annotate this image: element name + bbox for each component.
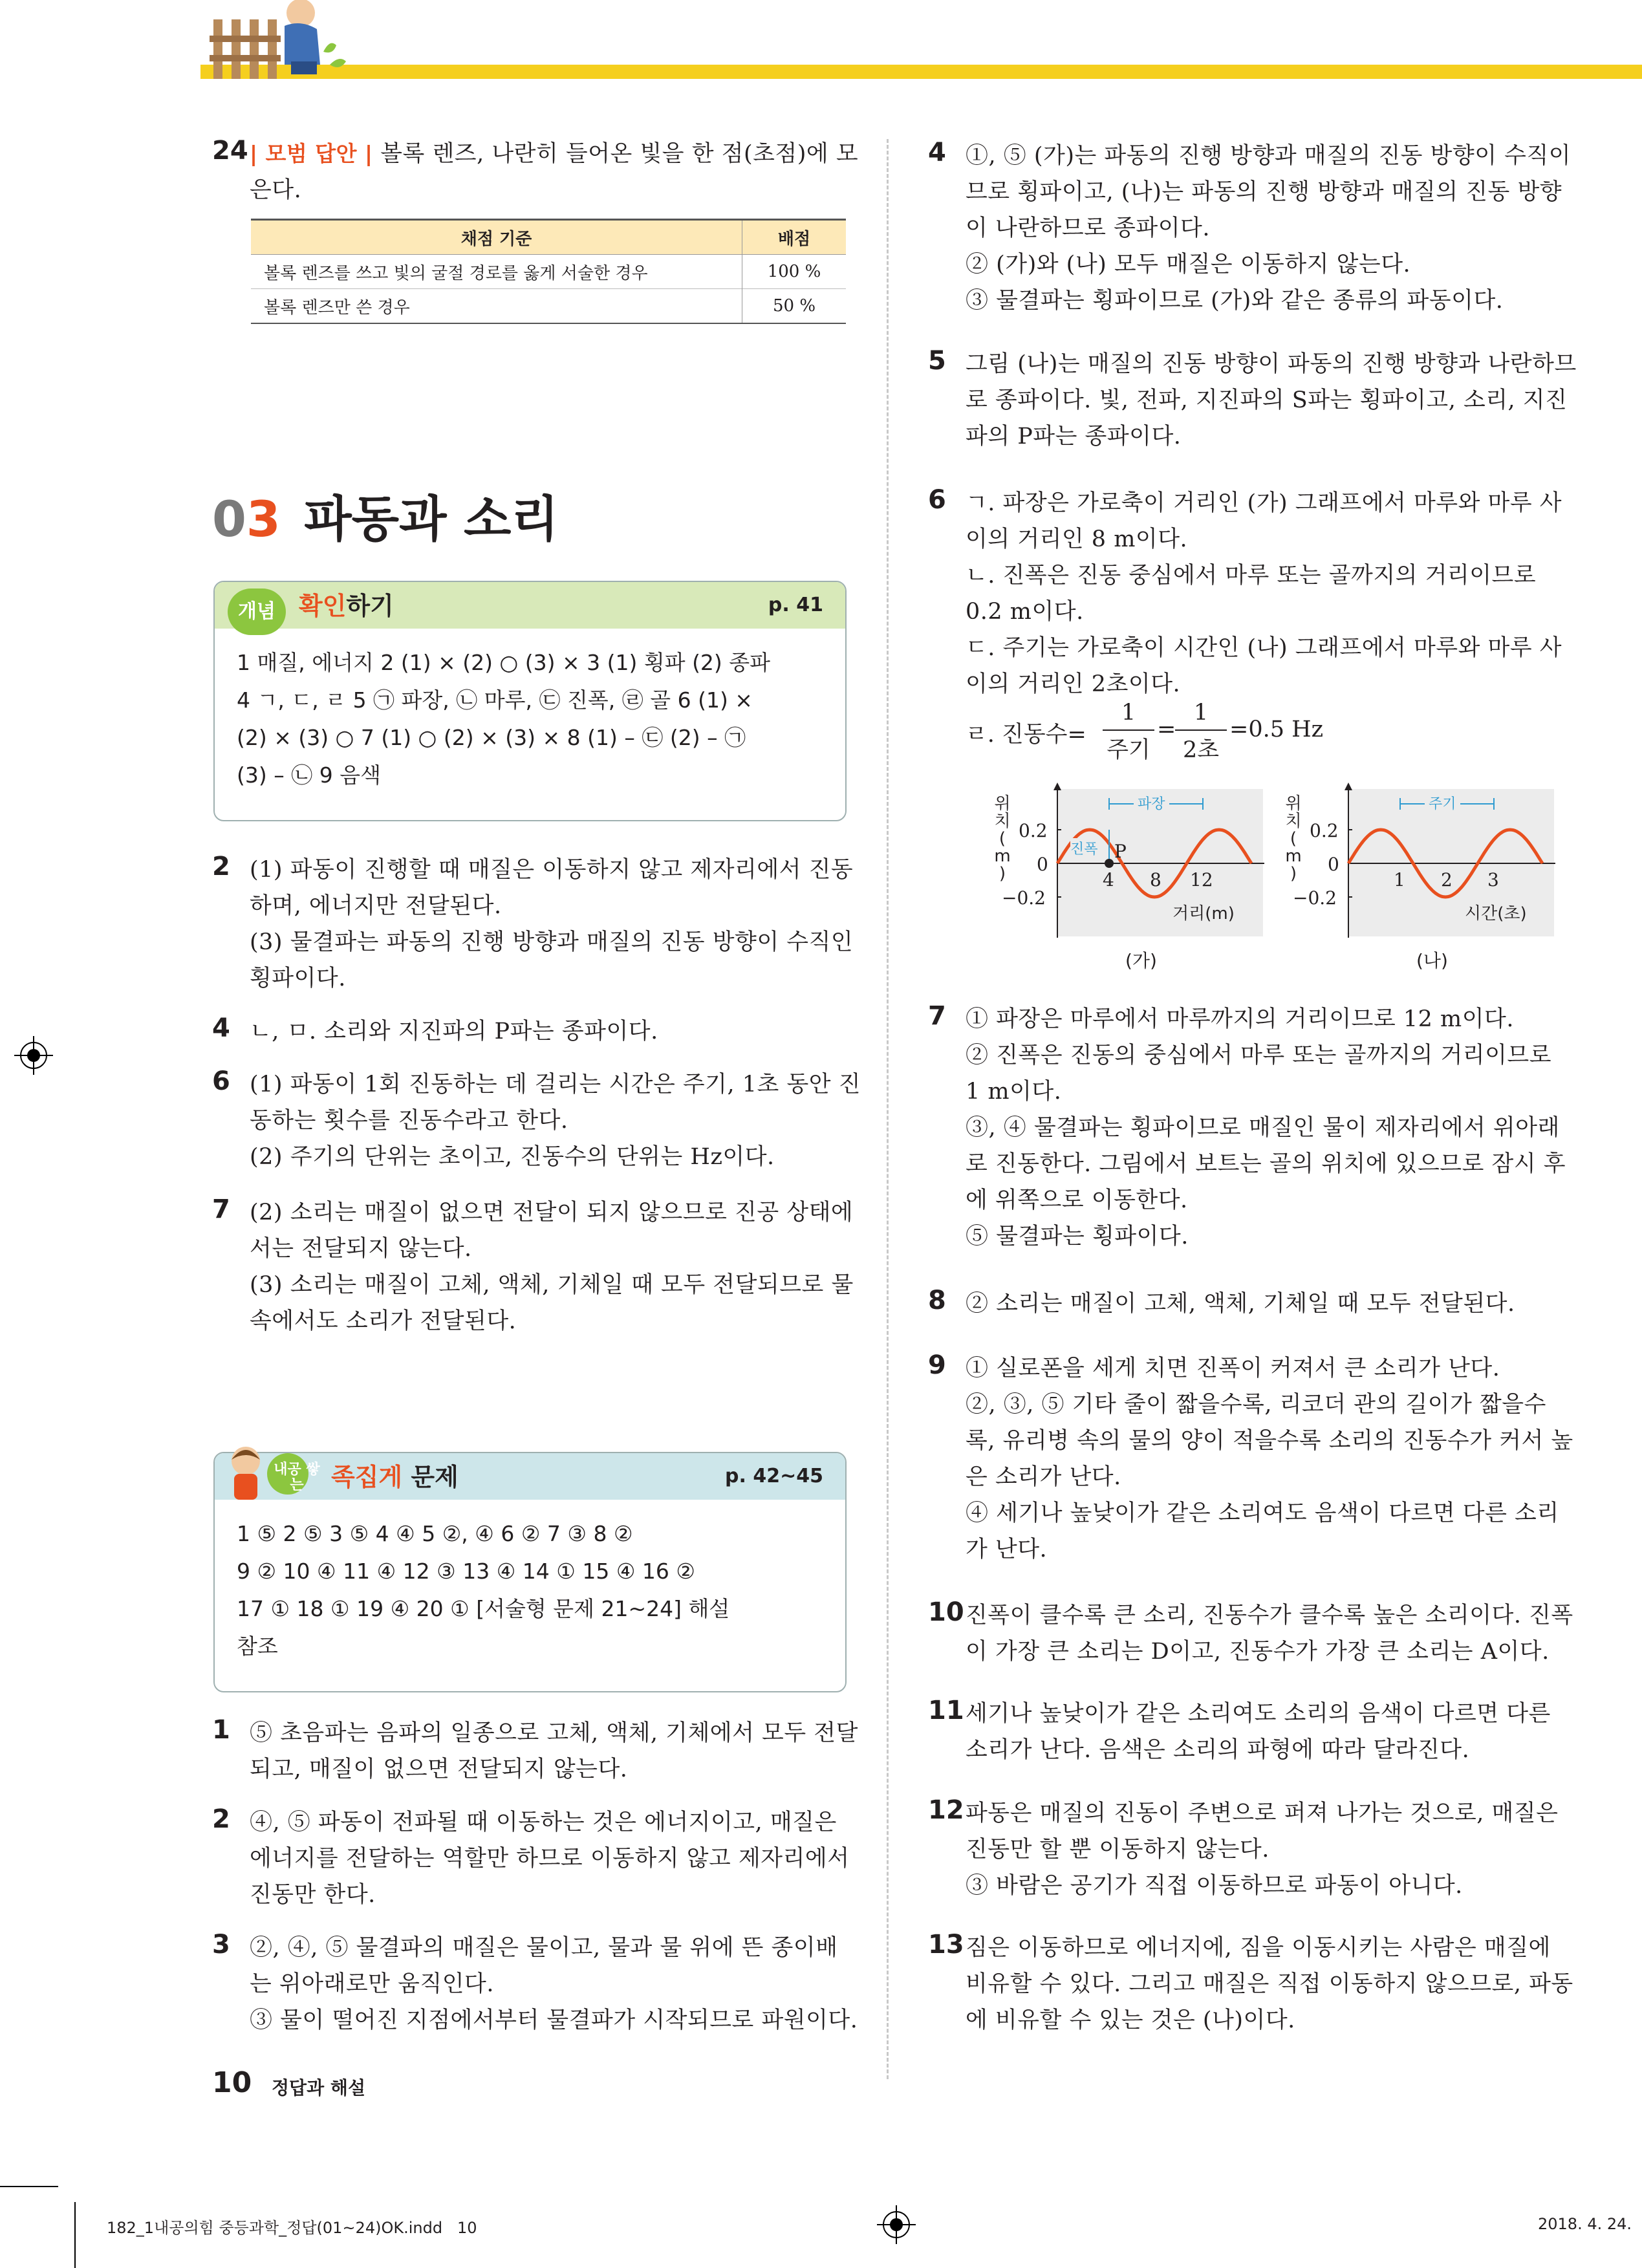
section-heading: 파동과 소리 bbox=[304, 490, 559, 548]
model-answer-tag: | 모범 답안 | bbox=[250, 141, 373, 166]
item-number: 1 bbox=[212, 1715, 230, 1745]
table-cell: 50 % bbox=[772, 296, 816, 316]
x-tick: 4 bbox=[1103, 869, 1114, 891]
problem-badge: 내공 쌓는 bbox=[274, 1462, 320, 1493]
section-number: 3 bbox=[246, 490, 281, 548]
text-line: ① 실로폰을 세게 치면 진폭이 커져서 큰 소리가 난다. bbox=[966, 1355, 1500, 1381]
table-header: 배점 bbox=[777, 229, 811, 249]
banner-decoration bbox=[188, 0, 1642, 84]
x-tick: 8 bbox=[1150, 869, 1161, 891]
y-axis-label: 위 치 ( m ) bbox=[994, 794, 1011, 883]
problem-box bbox=[213, 1452, 847, 1692]
text-line: 하며, 에너지만 전달된다. bbox=[250, 893, 502, 919]
text-line: ② (가)와 (나) 모두 매질은 이동하지 않는다. bbox=[966, 252, 1411, 277]
y-tick: 0.2 bbox=[1019, 820, 1048, 841]
text-line: ⑤ 물결파는 횡파이다. bbox=[966, 1224, 1189, 1249]
concept-badge: 개념 bbox=[228, 589, 286, 635]
text-line: ②, ④, ⑤ 물결파의 매질은 물이고, 물과 물 위에 뜬 종이배 bbox=[250, 1935, 838, 1961]
text-line: ㄱ. 파장은 가로축이 거리인 (가) 그래프에서 마루와 마루 사 bbox=[966, 490, 1562, 516]
x-axis-label: 시간(초) bbox=[1465, 904, 1527, 923]
x-tick: 3 bbox=[1487, 869, 1499, 891]
formula-denominator: 2초 bbox=[1182, 737, 1220, 763]
page-label: 정답과 해설 bbox=[272, 2077, 365, 2099]
text-line: 로 종파이다. 빛, 전파, 지진파의 S파는 횡파이고, 소리, 지진 bbox=[966, 387, 1568, 413]
section-title bbox=[212, 490, 559, 548]
wave-b-svg bbox=[1284, 783, 1562, 951]
y-tick: −0.2 bbox=[1002, 887, 1046, 909]
item-number: 6 bbox=[212, 1066, 230, 1096]
table-cell: 볼록 렌즈를 쓰고 빛의 굴절 경로를 옳게 서술한 경우 bbox=[251, 255, 742, 289]
formula-denominator: 주기 bbox=[1107, 737, 1150, 763]
text-line: 이의 거리인 8 m이다. bbox=[966, 526, 1188, 552]
answer-row: 1 매질, 에너지 2 (1) × (2) ○ (3) × 3 (1) 횡파 (2) 종파 bbox=[237, 650, 771, 675]
item-number: 12 bbox=[928, 1795, 964, 1825]
item-number: 7 bbox=[928, 1001, 946, 1031]
item-number: 7 bbox=[212, 1194, 230, 1224]
page-ref: p. 41 bbox=[768, 594, 823, 616]
concept-box-title bbox=[299, 590, 394, 622]
page-ref: p. 42~45 bbox=[725, 1465, 823, 1487]
problem-box-title bbox=[331, 1461, 459, 1493]
text-line: 진동만 할 뿐 이동하지 않는다. bbox=[966, 1837, 1269, 1863]
text-line: 세기나 높낮이가 같은 소리여도 소리의 음색이 다르면 다른 bbox=[966, 1701, 1551, 1727]
item-number: 13 bbox=[928, 1930, 964, 1960]
answer-row: 1 ⑤ 2 ⑤ 3 ⑤ 4 ④ 5 ②, ④ 6 ② 7 ③ 8 ② bbox=[237, 1521, 633, 1546]
text-line: ③ 물이 떨어진 지점에서부터 물결파가 시작되므로 파원이다. bbox=[250, 2007, 858, 2033]
formula-equals: = bbox=[1157, 717, 1176, 742]
text-line: 이 나란하므로 종파이다. bbox=[966, 215, 1210, 241]
text-line: ㄴ. 진폭은 진동 중심에서 마루 또는 골까지의 거리이므로 bbox=[966, 563, 1537, 589]
y-tick: −0.2 bbox=[1293, 887, 1337, 909]
graph-caption: (나) bbox=[1416, 950, 1448, 971]
column-divider bbox=[887, 139, 889, 2079]
title-part: 확인 bbox=[299, 592, 347, 620]
item-number: 24 bbox=[212, 136, 248, 166]
text-line: 에너지를 전달하는 역할만 하므로 이동하지 않고 제자리에서 bbox=[250, 1846, 850, 1872]
registration-mark-icon bbox=[14, 1036, 53, 1075]
table-cell: 100 % bbox=[767, 262, 821, 281]
text-line: ①, ⑤ (가)는 파동의 진행 방향과 매질의 진동 방향이 수직이 bbox=[966, 143, 1572, 169]
crop-mark bbox=[0, 2186, 58, 2187]
point-p-label: P bbox=[1114, 841, 1127, 862]
text-line: 0.2 m이다. bbox=[966, 599, 1084, 625]
table-row bbox=[251, 255, 846, 289]
text-line: (3) 물결파는 파동의 진행 방향과 매질의 진동 방향이 수직인 bbox=[250, 929, 854, 955]
item-number: 5 bbox=[928, 346, 946, 376]
text-line: 1 m이다. bbox=[966, 1079, 1062, 1105]
text-line: 파동은 매질의 진동이 주변으로 퍼져 나가는 것으로, 매질은 bbox=[966, 1800, 1559, 1826]
x-tick: 2 bbox=[1441, 869, 1453, 891]
concept-answers bbox=[237, 644, 770, 794]
text-line: 되고, 매질이 없으면 전달되지 않는다. bbox=[250, 1756, 628, 1782]
text-line: 그림 (나)는 매질의 진동 방향이 파동의 진행 방향과 나란하므 bbox=[966, 351, 1577, 377]
table-row bbox=[251, 289, 846, 324]
text-line: ⑤ 초음파는 음파의 일종으로 고체, 액체, 기체에서 모두 전달 bbox=[250, 1720, 858, 1746]
text-line: ㄴ, ㅁ. 소리와 지진파의 P파는 종파이다. bbox=[250, 1019, 658, 1044]
answer-line: 볼록 렌즈, 나란히 들어온 빛을 한 점(초점)에 모 bbox=[380, 141, 859, 167]
item-number: 2 bbox=[212, 1804, 230, 1834]
text-line: 이의 거리인 2초이다. bbox=[966, 671, 1181, 697]
crop-mark bbox=[74, 2202, 76, 2268]
text-line: 은 소리가 난다. bbox=[966, 1464, 1121, 1490]
x-axis-label: 거리(m) bbox=[1172, 904, 1235, 923]
text-line: ㄷ. 주기는 가로축이 시간인 (나) 그래프에서 마루와 마루 사 bbox=[966, 635, 1562, 661]
title-part: 하기 bbox=[346, 592, 394, 620]
y-tick: 0.2 bbox=[1310, 820, 1339, 841]
answer-row: 17 ① 18 ① 19 ④ 20 ① [서술형 문제 21~24] 해설 bbox=[237, 1596, 730, 1621]
wavelength-label: 파장 bbox=[1134, 793, 1169, 813]
wave-graph-a bbox=[993, 783, 1271, 977]
answer-row: (3) – ㉡ 9 음색 bbox=[237, 762, 381, 788]
formula-numerator: 1 bbox=[1121, 700, 1136, 726]
problem-answers bbox=[237, 1515, 729, 1665]
text-line: 가 난다. bbox=[966, 1537, 1048, 1562]
item-number: 4 bbox=[928, 138, 946, 167]
text-line: 파의 P파는 종파이다. bbox=[966, 424, 1182, 449]
text-line: ② 진폭은 진동의 중심에서 마루 또는 골까지의 거리이므로 bbox=[966, 1042, 1552, 1068]
text-line: 로 진동한다. 그림에서 보트는 골의 위치에 있으므로 잠시 후 bbox=[966, 1151, 1566, 1177]
title-part: 문제 bbox=[402, 1463, 459, 1491]
text-line: 속에서도 소리가 전달된다. bbox=[250, 1308, 517, 1334]
grading-table bbox=[251, 219, 846, 324]
print-date: 2018. 4. 24. bbox=[1538, 2215, 1632, 2233]
text-line: ② 소리는 매질이 고체, 액체, 기체일 때 모두 전달된다. bbox=[966, 1291, 1515, 1317]
answer-line: 은다. bbox=[250, 177, 302, 203]
item-number: 3 bbox=[212, 1930, 230, 1960]
y-axis-label: 위 치 ( m ) bbox=[1285, 794, 1302, 883]
text-line: 짐은 이동하므로 에너지에, 짐을 이동시키는 사람은 매질에 bbox=[966, 1935, 1551, 1961]
text-line: 진동만 한다. bbox=[250, 1882, 376, 1908]
item-number: 2 bbox=[212, 852, 230, 881]
formula-prefix: ㄹ. 진동수= bbox=[966, 722, 1086, 748]
table-cell: 볼록 렌즈만 쓴 경우 bbox=[251, 289, 742, 324]
registration-mark-icon bbox=[877, 2205, 916, 2244]
text-line: (2) 소리는 매질이 없으면 전달이 되지 않으므로 진공 상태에 bbox=[250, 1200, 854, 1226]
text-line: 는 위아래로만 움직인다. bbox=[250, 1971, 494, 1997]
text-line: 서는 전달되지 않는다. bbox=[250, 1236, 472, 1262]
text-line: 비유할 수 있다. 그리고 매질은 직접 이동하지 않으므로, 파동 bbox=[966, 1971, 1573, 1997]
text-line: 소리가 난다. 음색은 소리의 파형에 따라 달라진다. bbox=[966, 1737, 1470, 1763]
item-number: 8 bbox=[928, 1286, 946, 1315]
text-line: ③ 물결파는 횡파이므로 (가)와 같은 종류의 파동이다. bbox=[966, 288, 1504, 314]
item-number: 6 bbox=[928, 485, 946, 515]
wave-graph-b bbox=[1284, 783, 1562, 977]
answer-row: 4 ㄱ, ㄷ, ㄹ 5 ㉠ 파장, ㉡ 마루, ㉢ 진폭, ㉣ 골 6 (1) × bbox=[237, 687, 753, 713]
table-header: 채점 기준 bbox=[251, 220, 742, 255]
x-tick: 1 bbox=[1394, 869, 1405, 891]
text-line: 횡파이다. bbox=[250, 966, 346, 991]
text-line: (2) 주기의 단위는 초이고, 진동수의 단위는 Hz이다. bbox=[250, 1144, 775, 1170]
wave-a-svg bbox=[993, 783, 1271, 951]
file-name: 182_1내공의힘 중등과학_정답(01~24)OK.indd 10 bbox=[107, 2219, 477, 2237]
y-tick: 0 bbox=[1328, 854, 1339, 875]
concept-check-box bbox=[213, 581, 847, 821]
text-line: (3) 소리는 매질이 고체, 액체, 기체일 때 모두 전달되므로 물 bbox=[250, 1272, 854, 1298]
period-label: 주기 bbox=[1425, 793, 1460, 813]
item-number: 9 bbox=[928, 1350, 946, 1380]
text-line: (1) 파동이 1회 진동하는 데 걸리는 시간은 주기, 1초 동안 진 bbox=[250, 1072, 861, 1097]
answer-row: 9 ② 10 ④ 11 ④ 12 ③ 13 ④ 14 ① 15 ④ 16 ② bbox=[237, 1559, 695, 1584]
text-line: 에 비유할 수 있는 것은 (나)이다. bbox=[966, 2007, 1295, 2033]
text-line: 므로 횡파이고, (나)는 파동의 진행 방향과 매질의 진동 방향 bbox=[966, 179, 1562, 205]
formula-numerator: 1 bbox=[1193, 700, 1209, 726]
item-number: 4 bbox=[212, 1013, 230, 1043]
text-line: 에 위쪽으로 이동한다. bbox=[966, 1187, 1188, 1213]
page-number: 10 bbox=[212, 2066, 252, 2099]
text-line: 진폭이 클수록 큰 소리, 진동수가 클수록 높은 소리이다. 진폭 bbox=[966, 1603, 1573, 1628]
formula-result: =0.5 Hz bbox=[1229, 717, 1324, 742]
gardener-icon bbox=[265, 0, 349, 84]
item-number: 10 bbox=[928, 1597, 964, 1627]
x-tick: 12 bbox=[1190, 869, 1213, 891]
text-line: ③, ④ 물결파는 횡파이므로 매질인 물이 제자리에서 위아래 bbox=[966, 1115, 1560, 1141]
text-line: ④ 세기나 높낮이가 같은 소리여도 음색이 다르면 다른 소리 bbox=[966, 1500, 1559, 1526]
text-line: (1) 파동이 진행할 때 매질은 이동하지 않고 제자리에서 진동 bbox=[250, 857, 854, 883]
text-line: 록, 유리병 속의 물의 양이 적을수록 소리의 진동수가 커서 높 bbox=[966, 1428, 1573, 1454]
title-part: 족집게 bbox=[331, 1463, 403, 1491]
text-line: ③ 바람은 공기가 직접 이동하므로 파동이 아니다. bbox=[966, 1873, 1463, 1899]
section-number: 0 bbox=[212, 490, 246, 548]
answer-row: (2) × (3) ○ 7 (1) ○ (2) × (3) × 8 (1) – ㉢ (2) – ㉠ bbox=[237, 725, 746, 750]
text-line: 이 가장 큰 소리는 D이고, 진동수가 가장 큰 소리는 A이다. bbox=[966, 1639, 1550, 1665]
text-line: ④, ⑤ 파동이 전파될 때 이동하는 것은 에너지이고, 매질은 bbox=[250, 1809, 837, 1835]
text-line: ① 파장은 마루에서 마루까지의 거리이므로 12 m이다. bbox=[966, 1006, 1514, 1032]
graph-caption: (가) bbox=[1125, 950, 1157, 971]
answer-row: 참조 bbox=[237, 1634, 278, 1659]
text-line: 동하는 횟수를 진동수라고 한다. bbox=[250, 1108, 568, 1134]
amplitude-label: 진폭 bbox=[1070, 838, 1098, 858]
text-line: ②, ③, ⑤ 기타 줄이 짧을수록, 리코더 관의 길이가 짧을수 bbox=[966, 1392, 1546, 1418]
item-number: 11 bbox=[928, 1696, 964, 1725]
y-tick: 0 bbox=[1037, 854, 1048, 875]
